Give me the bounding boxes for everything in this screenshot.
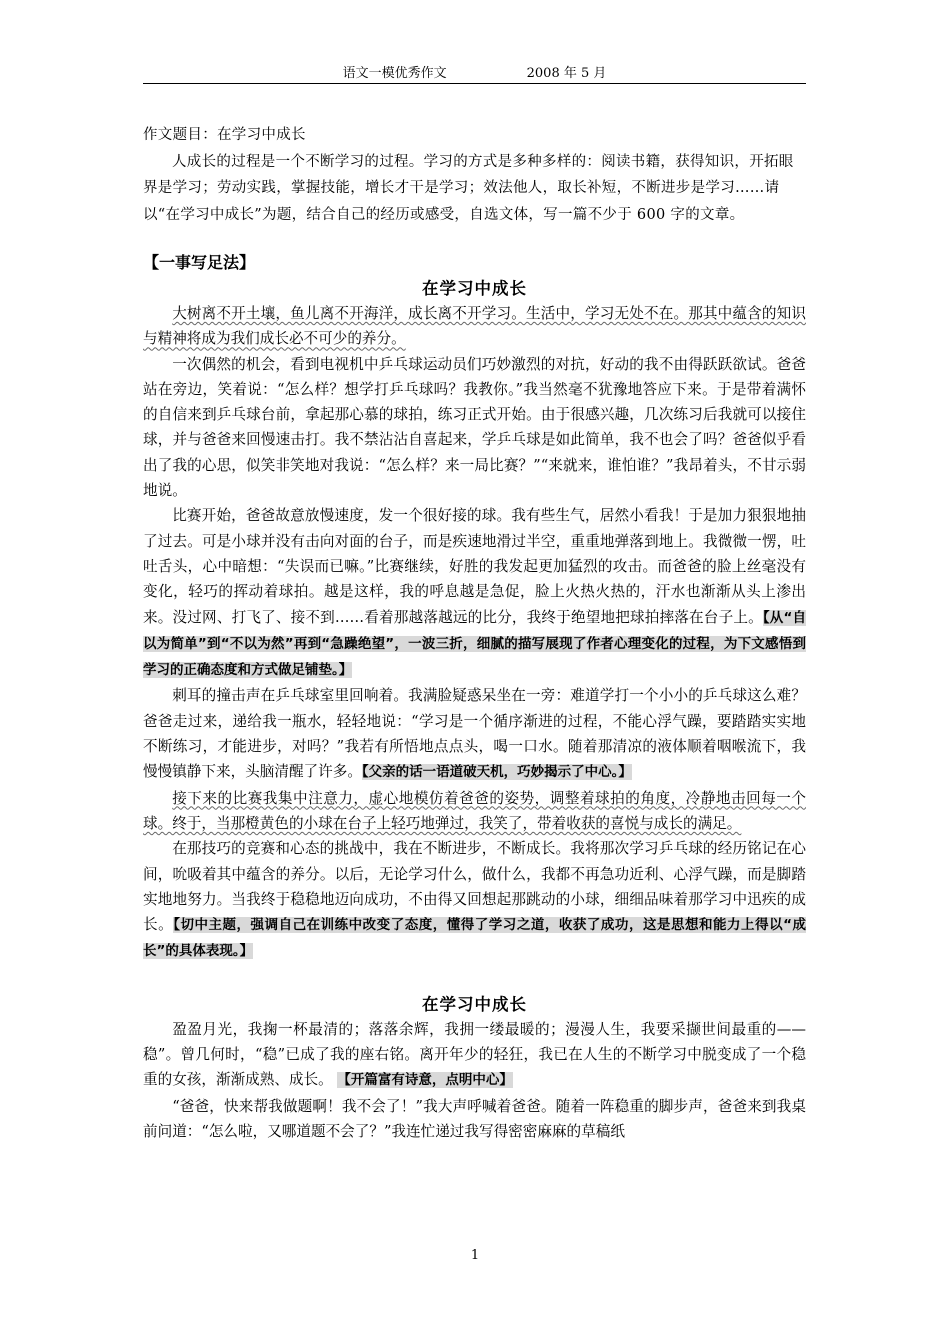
commentary-note: 【切中主题，强调自己在训练中改变了态度，懂得了学习之道，收获了成功，这是思想和能力上得以“成长”的具体表现。】 [143,917,806,960]
essay1-p5-text: 接下来的比赛我集中注意力，虚心地模仿着爸爸的姿势，调整着球拍的角度，冷静地击回每一个球。终于，当那橙黄色的小球在台子上轻巧地弹过，我笑了，带着收获的喜悦与成长的满足。 [143,789,806,832]
essay2-body [143,1017,806,1144]
essay1-p4-text: 刺耳的撞击声在乒乓球室里回响着。我满脸疑惑呆坐在一旁：难道学打一个小小的乒乓球这么难？爸爸走过来，递给我一瓶水，轻轻地说：“学习是一个循序渐进的过程，不能心浮气躁，要踏踏实实地不断练习，才能进步，对吗？”我若有所悟地点点头，喝一口水。随着那清凉的液体顺着咽喉流下，我慢慢镇静下来，头脑清醒了许多。 [143,687,806,781]
commentary-note: 【开篇富有诗意，点明中心】 [337,1072,513,1089]
essay1-body [143,301,806,965]
page-content [143,122,806,1144]
essay2-title: 在学习中成长 [422,994,527,1014]
section-heading: 【一事写足法】 [143,253,256,272]
essay1-p2-text: 一次偶然的机会，看到电视机中乒乓球运动员们巧妙激烈的对抗，好动的我不由得跃跃欲试。爸爸站在旁边，笑着说：“怎么样？想学打乒乓球吗？我教你。”我当然毫不犹豫地答应下来。于是带着满怀的自信来到乒乓球台前，拿起那心慕的球拍，练习正式开始。由于很感兴趣，几次练习后我就可以接住球，并与爸爸来回慢速击打。我不禁沾沾自喜起来，学乒乓球是如此简单，我不也会了吗？爸爸似乎看出了我的心思，似笑非笑地对我说：“怎么样？来一局比赛？”“来就来，谁怕谁？”我昂着头，不甘示弱地说。 [143,355,806,500]
commentary-note: 【从“自以为简单”到“不以为然”再到“急躁绝望”，一波三折，细腻的描写展现了作者心理变化的过程，为下文感悟到学习的正确态度和方式做足铺垫。】 [143,609,806,679]
commentary-note: 【父亲的话一语道破天机，巧妙揭示了中心。】 [361,764,632,781]
prompt-body: 人成长的过程是一个不断学习的过程。学习的方式是多种多样的：阅读书籍，获得知识，开拓眼界是学习；劳动实践，掌握技能，增长才干是学习；效法他人，取长补短，不断进步是学习……请以“在学习中成长”为题，结合自己的经历或感受，自选文体，写一篇不少于 600 字的文章。 [143,153,794,223]
essay2-p2-text: “爸爸，快来帮我做题啊！我不会了！”我大声呼喊着爸爸。随着一阵稳重的脚步声，爸爸来到我桌前问道：“怎么啦，又哪道题不会了？”我连忙递过我写得密密麻麻的草稿纸 [143,1097,806,1140]
essay1-title: 在学习中成长 [422,279,527,298]
essay1-paragraph-6 [143,836,806,964]
essay1-paragraph-1 [143,301,806,352]
essay1-paragraph-4 [143,683,806,785]
page-number: 1 [470,1248,480,1263]
essay1-p6-text: 在那技巧的竞赛和心态的挑战中，我在不断进步，不断成长。我将那次学习乒乓球的经历铭记在心间，吮吸着其中蕴含的养分。以后，无论学习什么，做什么，我都不再急功近利、心浮气躁，而是脚踏实地地努力。当我终于稳稳地迈向成功，不由得又回想起那跳动的小球，细细品味着那学习中迅疾的成长。 [143,840,806,934]
essay2-paragraph-2 [143,1094,806,1145]
header-date: 2008 年 5 月 [526,66,607,81]
prompt-title: 作文题目：在学习中成长 [143,127,306,143]
essay1-paragraph-3 [143,503,806,683]
essay2-paragraph-1 [143,1017,806,1094]
essay1-paragraph-5 [143,786,806,837]
essay1-p1-text: 大树离不开土壤，鱼儿离不开海洋，成长离不开学习。生活中，学习无处不在。那其中蕴含的知识与精神将成为我们成长必不可少的养分。 [143,305,806,348]
page-header [143,62,806,84]
essay1-p3-text: 比赛开始，爸爸故意放慢速度，发一个很好接的球。我有些生气，居然小看我！于是加力狠狠地抽了过去。可是小球并没有击向对面的台子，而是疾速地滑过半空，重重地弹落到地上。我微微一愣，吐吐舌头，心中暗想：“失误而已嘛。”比赛继续，好胜的我发起更加猛烈的攻击。而爸爸的脸上丝毫没有变化，轻巧的挥动着球拍。越是这样，我的呼息越是急促，脸上火热火热的，汗水也渐渐从头上渗出来。没过网、打飞了、接不到……看着那越落越远的比分，我终于绝望地把球拍摔落在台子上。 [143,507,806,626]
header-title: 语文一模优秀作文 [342,66,447,81]
essay1-paragraph-2 [143,352,806,504]
essay2-p1-text: 盈盈月光，我掬一杯最清的；落落余辉，我拥一缕最暖的；漫漫人生，我要采撷世间最重的——稳”。曾几何时，“稳”已成了我的座右铭。离开年少的轻狂，我已在人生的不断学习中脱变成了一个稳重的女孩，渐渐成熟、成长。 [143,1020,806,1089]
essay-prompt [143,122,806,228]
